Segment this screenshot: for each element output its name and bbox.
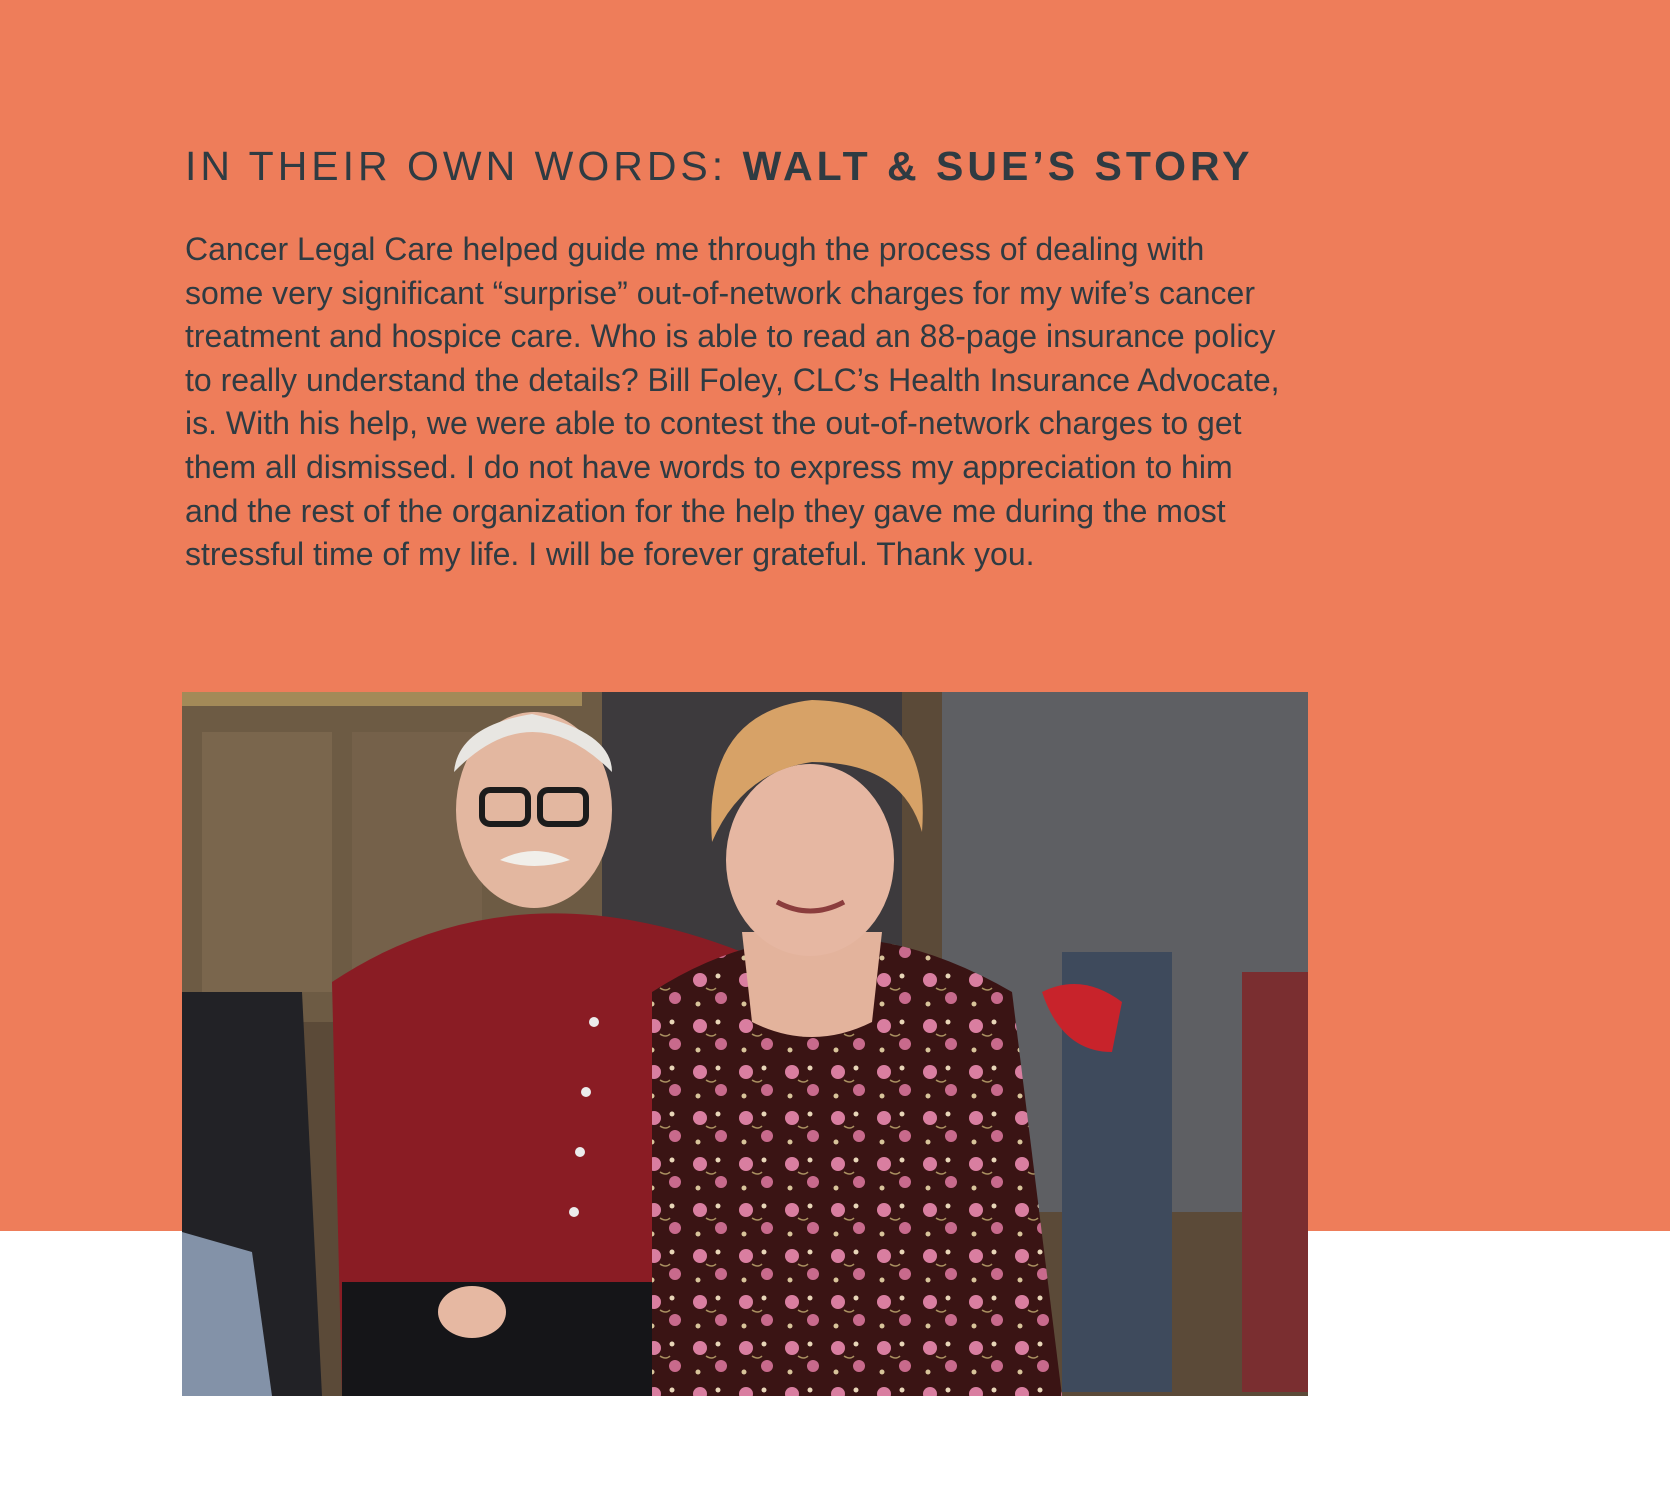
story-line: some very significant “surprise” out-of-network charges for my wife’s cancer [185,274,1255,311]
story-line: stressful time of my life. I will be forever grateful. Thank you. [185,536,1035,573]
heading-prefix: IN THEIR OWN WORDS: [185,143,743,189]
heading-emphasis: WALT & SUE’S STORY [742,143,1254,189]
story-heading [185,138,1253,194]
story-line: and the rest of the organization for the help they gave me during the most [185,492,1226,529]
story-line: treatment and hospice care. Who is able to read an 88-page insurance policy [185,318,1276,355]
story-line: to really understand the details? Bill Foley, CLC’s Health Insurance Advocate, [185,361,1280,398]
couple-photo [182,692,1308,1396]
story-text [185,228,1485,577]
story-line: is. With his help, we were able to contest the out-of-network charges to get [185,405,1242,442]
story-line: Cancer Legal Care helped guide me through the process of dealing with [185,231,1205,267]
story-line: them all dismissed. I do not have words to express my appreciation to him [185,448,1233,485]
